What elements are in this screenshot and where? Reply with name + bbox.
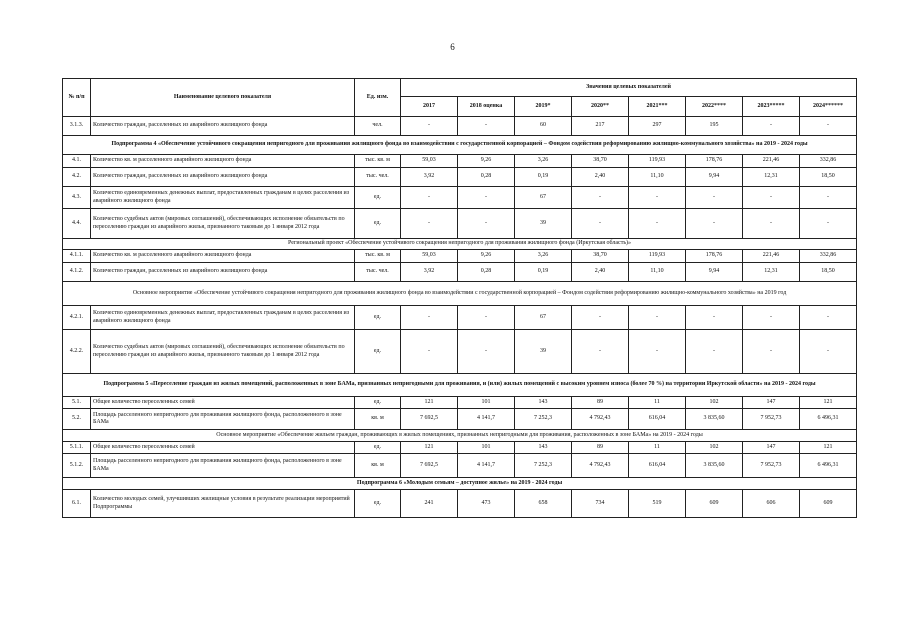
- row-number: 4.2.: [63, 168, 91, 187]
- value-cell: 473: [458, 490, 515, 518]
- value-cell: -: [401, 306, 458, 330]
- value-cell: 616,04: [629, 454, 686, 478]
- indicator-name: Количество судебных актов (мировых соглашений), обеспечивающих исполнение обязательств по переселению граждан из аварийного жилья, признанного таковым до 1 января 2012 года: [91, 330, 355, 374]
- value-cell: 0,28: [458, 263, 515, 282]
- value-cell: 18,50: [800, 263, 857, 282]
- value-cell: 606: [743, 490, 800, 518]
- table-row: [63, 187, 857, 209]
- indicator-name: Количество граждан, расселенных из аварийного жилищного фонда: [91, 117, 355, 136]
- header-year: 2019*: [515, 97, 572, 117]
- indicator-name: Количество граждан, расселенных из аварийного жилищного фонда: [91, 168, 355, 187]
- header-year: 2020**: [572, 97, 629, 117]
- value-cell: -: [743, 117, 800, 136]
- table-row: [63, 209, 857, 239]
- row-number: 4.1.1.: [63, 250, 91, 263]
- value-cell: -: [800, 117, 857, 136]
- subprogram-header-row: [63, 374, 857, 397]
- value-cell: 59,03: [401, 155, 458, 168]
- indicator-name: Площадь расселенного непригодного для проживания жилищного фонда, расположенного в зоне БАМа: [91, 454, 355, 478]
- value-cell: -: [800, 209, 857, 239]
- unit-cell: ед.: [355, 306, 401, 330]
- unit-cell: кв. м: [355, 409, 401, 430]
- value-cell: 147: [743, 397, 800, 409]
- target-indicators-table: [62, 78, 857, 518]
- activity-header-row: [63, 282, 857, 306]
- value-cell: 9,26: [458, 155, 515, 168]
- value-cell: -: [458, 187, 515, 209]
- indicator-name: Количество молодых семей, улучшивших жилищные условия в результате реализации мероприятий Подпрограммы: [91, 490, 355, 518]
- value-cell: -: [686, 187, 743, 209]
- row-number: 5.2.: [63, 409, 91, 430]
- row-number: 4.2.1.: [63, 306, 91, 330]
- header-year: 2018 оценка: [458, 97, 515, 117]
- value-cell: 89: [572, 442, 629, 454]
- unit-cell: чел.: [355, 117, 401, 136]
- value-cell: 11: [629, 397, 686, 409]
- unit-cell: ед.: [355, 330, 401, 374]
- value-cell: 59,03: [401, 250, 458, 263]
- value-cell: 241: [401, 490, 458, 518]
- value-cell: 9,94: [686, 168, 743, 187]
- row-number: 4.4.: [63, 209, 91, 239]
- value-cell: -: [572, 330, 629, 374]
- table-row: [63, 117, 857, 136]
- value-cell: 221,46: [743, 155, 800, 168]
- indicator-name: Количество судебных актов (мировых соглашений), обеспечивающих исполнение обязательств по переселению граждан из аварийного жилья, признанного таковым до 1 января 2012 года: [91, 209, 355, 239]
- subprogram-title: Подпрограмма 6 «Молодым семьям – доступное жилье» на 2019 - 2024 годы: [63, 478, 857, 490]
- value-cell: 39: [515, 209, 572, 239]
- value-cell: 12,31: [743, 168, 800, 187]
- value-cell: 143: [515, 397, 572, 409]
- value-cell: 121: [800, 442, 857, 454]
- value-cell: 18,50: [800, 168, 857, 187]
- table-row: [63, 409, 857, 430]
- activity-header-row: [63, 430, 857, 442]
- unit-cell: тыс. кв. м: [355, 155, 401, 168]
- value-cell: 332,86: [800, 250, 857, 263]
- value-cell: 7 692,5: [401, 454, 458, 478]
- value-cell: -: [800, 330, 857, 374]
- value-cell: 6 496,31: [800, 454, 857, 478]
- value-cell: 119,93: [629, 155, 686, 168]
- value-cell: 0,19: [515, 168, 572, 187]
- value-cell: -: [743, 306, 800, 330]
- value-cell: 11,10: [629, 168, 686, 187]
- header-year: 2023*****: [743, 97, 800, 117]
- value-cell: -: [401, 330, 458, 374]
- unit-cell: ед.: [355, 209, 401, 239]
- value-cell: 3,92: [401, 263, 458, 282]
- value-cell: -: [686, 330, 743, 374]
- value-cell: 217: [572, 117, 629, 136]
- value-cell: 178,76: [686, 250, 743, 263]
- row-number: 4.2.2.: [63, 330, 91, 374]
- activity-title: Основное мероприятие «Обеспечение жильем граждан, проживающих в жилых помещениях, признанных непригодными для проживания, расположенных в зоне БАМа» на 2019 - 2024 годы: [63, 430, 857, 442]
- subprogram-title: Подпрограмма 4 «Обеспечение устойчивого сокращения непригодного для проживания жилищного фонда во взаимодействии с государственной корпорацией – Фондом содействия реформированию жилищно-коммунального хозяйства» на 2019 - 2024 годы: [63, 136, 857, 155]
- header-unit: Ед. изм.: [355, 79, 401, 117]
- table-row: [63, 397, 857, 409]
- value-cell: -: [572, 187, 629, 209]
- value-cell: 39: [515, 330, 572, 374]
- value-cell: 67: [515, 187, 572, 209]
- value-cell: 616,04: [629, 409, 686, 430]
- value-cell: 7 252,3: [515, 409, 572, 430]
- value-cell: 4 141,7: [458, 409, 515, 430]
- value-cell: 101: [458, 442, 515, 454]
- value-cell: -: [458, 330, 515, 374]
- indicator-name: Общее количество переселенных семей: [91, 442, 355, 454]
- value-cell: 221,46: [743, 250, 800, 263]
- row-number: 3.1.3.: [63, 117, 91, 136]
- value-cell: 7 252,3: [515, 454, 572, 478]
- value-cell: -: [743, 187, 800, 209]
- page-number: 6: [450, 42, 455, 52]
- value-cell: -: [572, 209, 629, 239]
- value-cell: -: [800, 187, 857, 209]
- value-cell: 143: [515, 442, 572, 454]
- table-row: [63, 454, 857, 478]
- indicator-name: Количество единовременных денежных выплат, предоставленных гражданам в целях расселения из аварийного жилищного фонда: [91, 187, 355, 209]
- value-cell: 101: [458, 397, 515, 409]
- value-cell: 102: [686, 442, 743, 454]
- row-number: 4.1.2.: [63, 263, 91, 282]
- value-cell: 7 692,5: [401, 409, 458, 430]
- value-cell: -: [629, 306, 686, 330]
- value-cell: 0,19: [515, 263, 572, 282]
- value-cell: -: [401, 117, 458, 136]
- value-cell: 195: [686, 117, 743, 136]
- value-cell: 3,92: [401, 168, 458, 187]
- header-year: 2022****: [686, 97, 743, 117]
- value-cell: 6 496,31: [800, 409, 857, 430]
- value-cell: 519: [629, 490, 686, 518]
- table-row: [63, 263, 857, 282]
- row-number: 5.1.1.: [63, 442, 91, 454]
- row-number: 5.1.2.: [63, 454, 91, 478]
- value-cell: -: [572, 306, 629, 330]
- value-cell: 3,26: [515, 250, 572, 263]
- value-cell: 121: [401, 442, 458, 454]
- value-cell: -: [686, 209, 743, 239]
- value-cell: 121: [800, 397, 857, 409]
- value-cell: 7 952,73: [743, 409, 800, 430]
- activity-header-row: [63, 239, 857, 250]
- value-cell: 67: [515, 306, 572, 330]
- unit-cell: тыс. чел.: [355, 168, 401, 187]
- unit-cell: ед.: [355, 490, 401, 518]
- header-year: 2024******: [800, 97, 857, 117]
- value-cell: 12,31: [743, 263, 800, 282]
- header-year: 2021***: [629, 97, 686, 117]
- table-row: [63, 442, 857, 454]
- table-row: [63, 330, 857, 374]
- value-cell: 9,94: [686, 263, 743, 282]
- row-number: 5.1.: [63, 397, 91, 409]
- value-cell: 38,70: [572, 155, 629, 168]
- value-cell: -: [458, 209, 515, 239]
- header-name: Наименование целевого показателя: [91, 79, 355, 117]
- unit-cell: ед.: [355, 442, 401, 454]
- value-cell: 297: [629, 117, 686, 136]
- row-number: 4.1.: [63, 155, 91, 168]
- value-cell: 178,76: [686, 155, 743, 168]
- activity-title: Основное мероприятие «Обеспечение устойчивого сокращения непригодного для проживания жилищного фонда во взаимодействии с государственной корпорацией – Фондом содействия реформированию жилищно-коммунального хозяйства» на 2019 год: [63, 282, 857, 306]
- table-row: [63, 250, 857, 263]
- value-cell: 9,26: [458, 250, 515, 263]
- activity-title: Региональный проект «Обеспечение устойчивого сокращения непригодного для проживания жилищного фонда (Иркутская область)»: [63, 239, 857, 250]
- value-cell: -: [629, 187, 686, 209]
- unit-cell: ед.: [355, 397, 401, 409]
- unit-cell: тыс. кв. м: [355, 250, 401, 263]
- indicator-name: Площадь расселенного непригодного для проживания жилищного фонда, расположенного в зоне БАМа: [91, 409, 355, 430]
- value-cell: 0,28: [458, 168, 515, 187]
- value-cell: 2,40: [572, 168, 629, 187]
- indicator-name: Количество граждан, расселенных из аварийного жилищного фонда: [91, 263, 355, 282]
- value-cell: 609: [686, 490, 743, 518]
- value-cell: 7 952,73: [743, 454, 800, 478]
- unit-cell: тыс. чел.: [355, 263, 401, 282]
- value-cell: 38,70: [572, 250, 629, 263]
- value-cell: 658: [515, 490, 572, 518]
- header-values-group: Значения целевых показателей: [401, 79, 857, 97]
- value-cell: 11: [629, 442, 686, 454]
- subprogram-title: Подпрограмма 5 «Переселение граждан из жилых помещений, расположенных в зоне БАМа, признанных непригодными для проживания, и (или) жилых помещений с высоким уровнем износа (более 70 %) на территории Иркутской области» на 2019 - 2024 годы: [63, 374, 857, 397]
- subprogram-header-row: [63, 136, 857, 155]
- value-cell: 11,10: [629, 263, 686, 282]
- indicator-name: Общее количество переселенных семей: [91, 397, 355, 409]
- value-cell: -: [401, 209, 458, 239]
- value-cell: 89: [572, 397, 629, 409]
- row-number: 6.1.: [63, 490, 91, 518]
- value-cell: 4 792,43: [572, 454, 629, 478]
- header-year: 2017: [401, 97, 458, 117]
- table-row: [63, 490, 857, 518]
- unit-cell: ед.: [355, 187, 401, 209]
- indicator-name: Количество кв. м расселенного аварийного жилищного фонда: [91, 155, 355, 168]
- subprogram-header-row: [63, 478, 857, 490]
- value-cell: 3 835,60: [686, 454, 743, 478]
- value-cell: 734: [572, 490, 629, 518]
- table-row: [63, 155, 857, 168]
- value-cell: -: [800, 306, 857, 330]
- value-cell: 332,86: [800, 155, 857, 168]
- value-cell: 102: [686, 397, 743, 409]
- unit-cell: кв. м: [355, 454, 401, 478]
- table-row: [63, 168, 857, 187]
- header-num: № п/п: [63, 79, 91, 117]
- indicator-name: Количество единовременных денежных выплат, предоставленных гражданам в целях расселения из аварийного жилищного фонда: [91, 306, 355, 330]
- value-cell: 121: [401, 397, 458, 409]
- value-cell: -: [743, 330, 800, 374]
- value-cell: 3 835,60: [686, 409, 743, 430]
- value-cell: 3,26: [515, 155, 572, 168]
- value-cell: 2,40: [572, 263, 629, 282]
- value-cell: -: [629, 330, 686, 374]
- row-number: 4.3.: [63, 187, 91, 209]
- value-cell: -: [686, 306, 743, 330]
- value-cell: -: [458, 306, 515, 330]
- value-cell: -: [458, 117, 515, 136]
- value-cell: -: [629, 209, 686, 239]
- value-cell: 4 141,7: [458, 454, 515, 478]
- value-cell: -: [743, 209, 800, 239]
- value-cell: 609: [800, 490, 857, 518]
- value-cell: 119,93: [629, 250, 686, 263]
- table-row: [63, 306, 857, 330]
- value-cell: 60: [515, 117, 572, 136]
- value-cell: -: [401, 187, 458, 209]
- value-cell: 147: [743, 442, 800, 454]
- indicator-name: Количество кв. м расселенного аварийного жилищного фонда: [91, 250, 355, 263]
- value-cell: 4 792,43: [572, 409, 629, 430]
